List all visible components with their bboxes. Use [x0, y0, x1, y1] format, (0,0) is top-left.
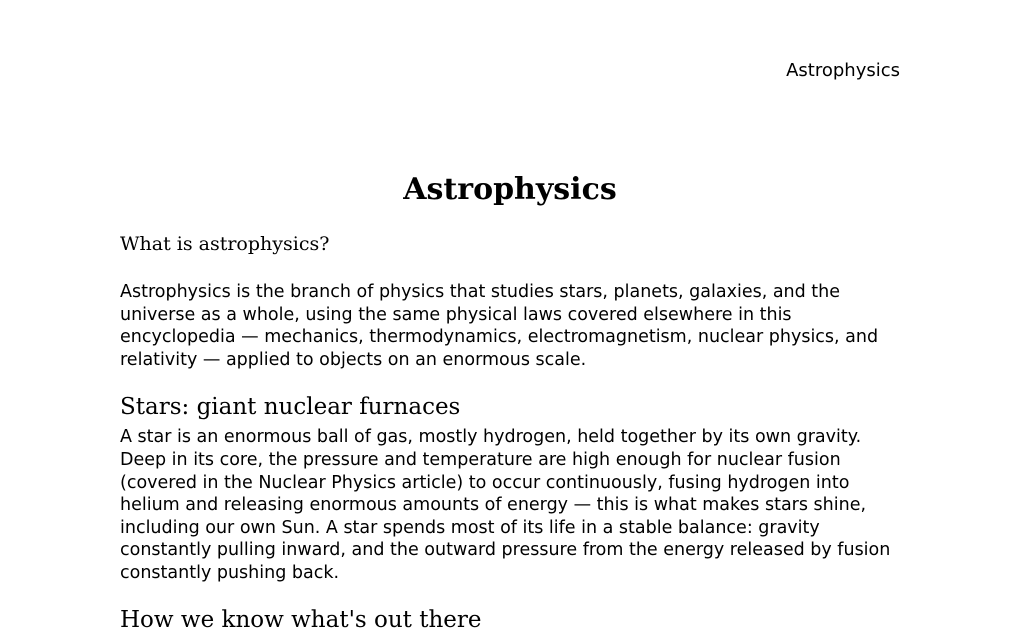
- document-subtitle: What is astrophysics?: [120, 233, 330, 255]
- running-header: Astrophysics: [786, 60, 900, 81]
- section-heading-stars: Stars: giant nuclear furnaces: [120, 394, 461, 421]
- document-content: [120, 170, 900, 639]
- section-body-stars: A star is an enormous ball of gas, mostly hydrogen, held together by its own gravity. Deep in its core, the pressure and temperature are high enough for nuclear fusion (covered in the Nuclear Physics article) to occur continuously, fusing hydrogen into helium and releasing enormous amounts of energy — this is what makes stars shine, including our own Sun. A star spends most of its life in a stable balance: gravity constantly pulling inward, and the outward pressure from the energy released by fusion constantly pushing back.: [120, 427, 891, 583]
- document-title: Astrophysics: [403, 172, 617, 207]
- intro-paragraph: Astrophysics is the branch of physics that studies stars, planets, galaxies, and the universe as a whole, using the same physical laws covered elsewhere in this encyclopedia — mechanics, thermodynamics, electromagnetism, nuclear physics, and relativity — applied to objects on an enormous scale.: [120, 282, 879, 370]
- section-heading-observation: How we know what's out there: [120, 606, 482, 633]
